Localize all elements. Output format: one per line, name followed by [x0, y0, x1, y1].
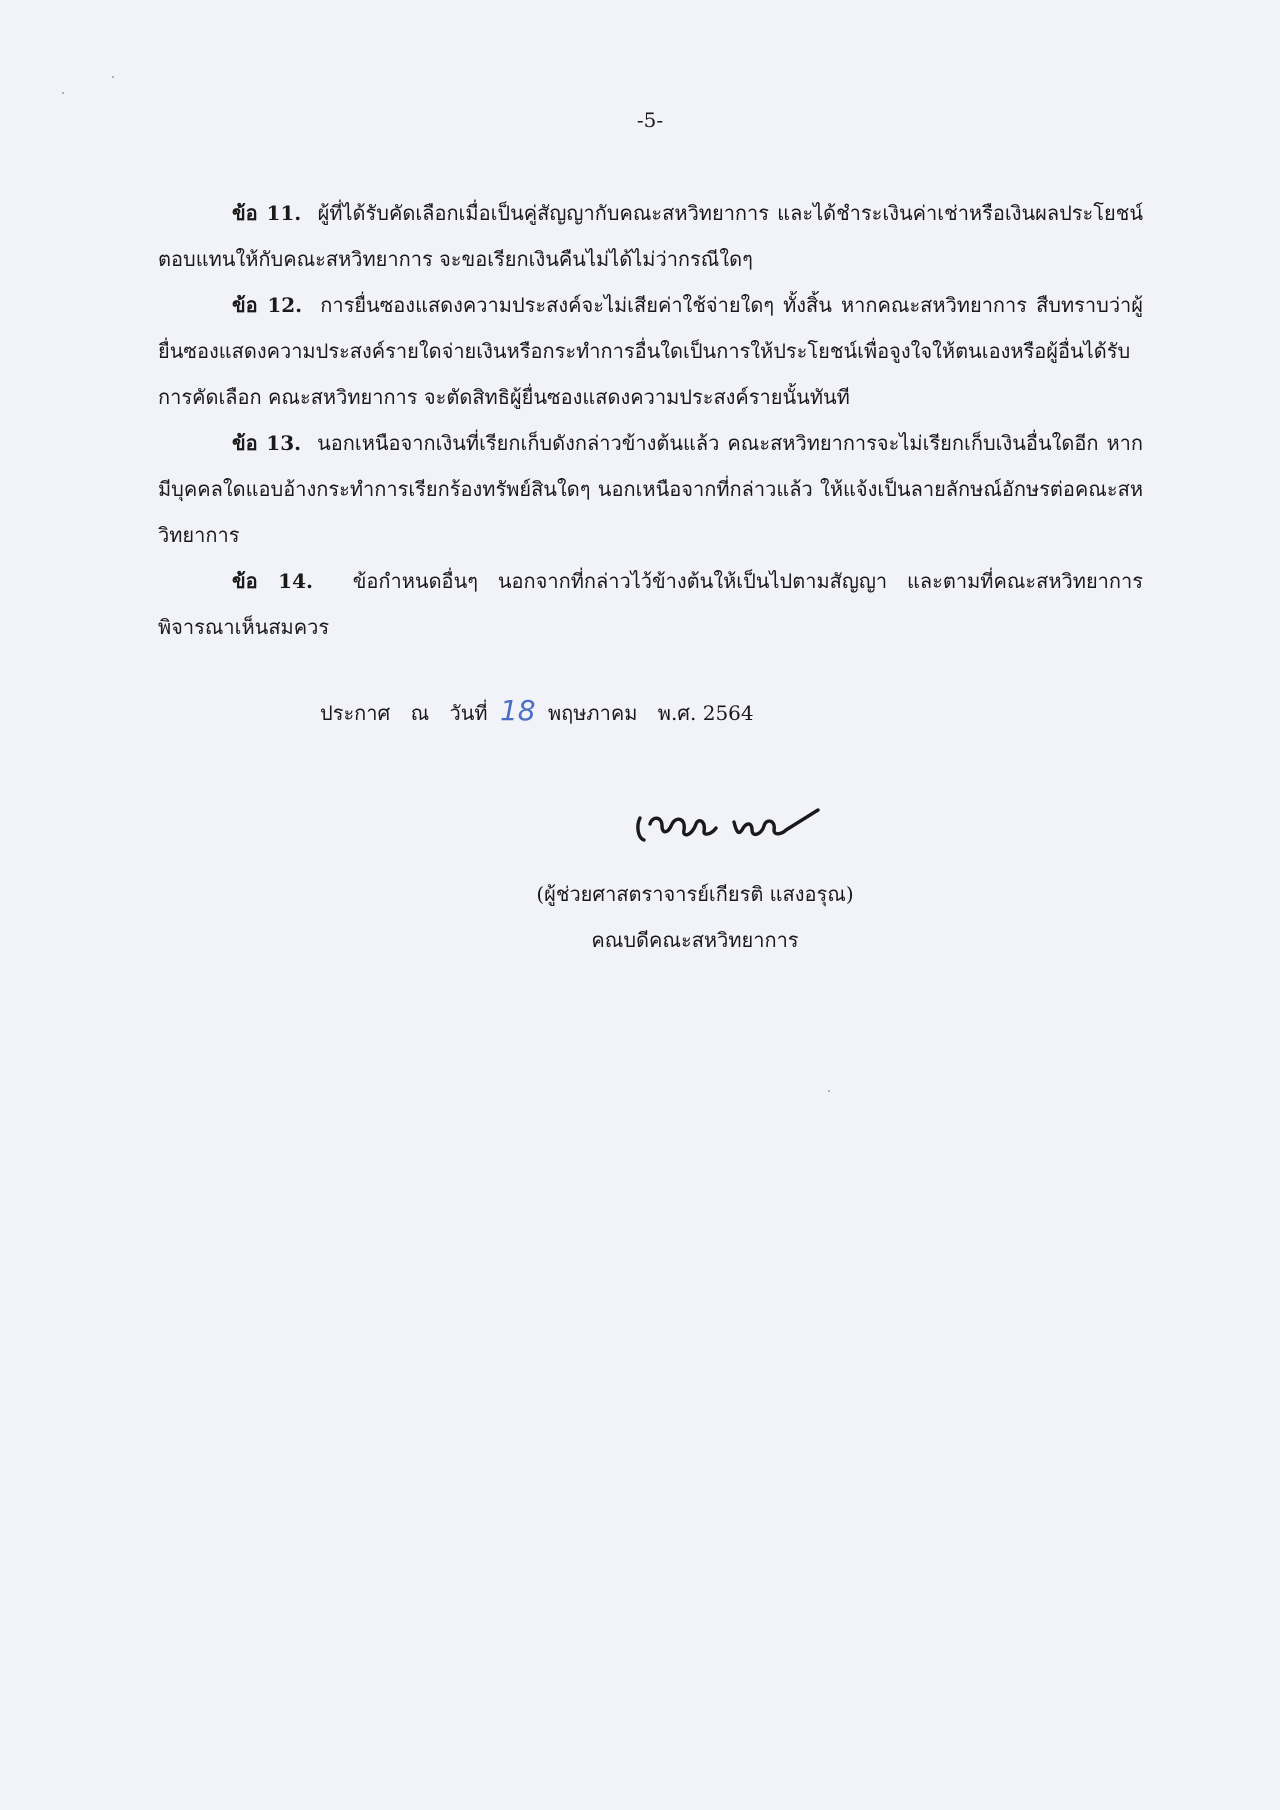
clause-text: การยื่นซองแสดงความประสงค์จะไม่เสียค่าใช้จ่ายใดๆ ทั้งสิ้น หากคณะสหวิทยาการ สืบทราบว่าผู้ยื่นซองแสดงความประสงค์รายใดจ่ายเงินหรือกระทำการอื่นใดเป็นการให้ประโยชน์เพื่อจูงใจให้ตนเองหรือผู้อื่นได้รับการคัดเลือก คณะสหวิทยาการ จะตัดสิทธิผู้ยื่นซองแสดงความประสงค์รายนั้นทันที [158, 293, 1143, 409]
clause-13 [158, 420, 1143, 558]
signature-icon [632, 800, 862, 850]
clause-text: ข้อกำหนดอื่นๆ นอกจากที่กล่าวไว้ข้างต้นให้เป็นไปตามสัญญา และตามที่คณะสหวิทยาการพิจารณาเห็นสมควร [158, 569, 1143, 639]
signer-title: คณบดีคณะสหวิทยาการ [591, 928, 799, 952]
clause-text: นอกเหนือจากเงินที่เรียกเก็บดังกล่าวข้างต้นแล้ว คณะสหวิทยาการจะไม่เรียกเก็บเงินอื่นใดอีก หากมีบุคคลใดแอบอ้างกระทำการเรียกร้องทรัพย์สินใดๆ นอกเหนือจากที่กล่าวแล้ว ให้แจ้งเป็นลายลักษณ์อักษรต่อคณะสหวิทยาการ [158, 431, 1143, 547]
announcement-month: พฤษภาคม [547, 701, 638, 725]
signer-name: (ผู้ช่วยศาสตราจารย์เกียรติ แสงอรุณ) [536, 882, 854, 906]
announcement-prefix: ประกาศ [320, 701, 391, 725]
clause-12 [158, 282, 1143, 420]
handwritten-day: 18 [499, 694, 536, 727]
clause-text: ผู้ที่ได้รับคัดเลือกเมื่อเป็นคู่สัญญากับคณะสหวิทยาการ และได้ชำระเงินค่าเช่าหรือเงินผลประโยชน์ตอบแทนให้กับคณะสหวิทยาการ จะขอเรียกเงินคืนไม่ได้ไม่ว่ากรณีใดๆ [158, 201, 1143, 271]
announcement-date-label: วันที่ [449, 701, 488, 725]
clause-list [158, 190, 1143, 650]
scan-speck [62, 92, 64, 94]
announcement-at: ณ [410, 701, 430, 725]
clause-number: ข้อ 11. [232, 201, 302, 225]
clause-number: ข้อ 14. [232, 569, 313, 593]
clause-number: ข้อ 13. [232, 431, 302, 455]
scan-speck [112, 76, 114, 78]
clause-11 [158, 190, 1143, 282]
page-number: -5- [636, 108, 664, 132]
announcement-line [320, 694, 754, 729]
clause-number: ข้อ 12. [232, 293, 303, 317]
clause-14 [158, 558, 1143, 650]
announcement-year: พ.ศ. 2564 [657, 701, 754, 725]
scan-speck [828, 1090, 830, 1092]
